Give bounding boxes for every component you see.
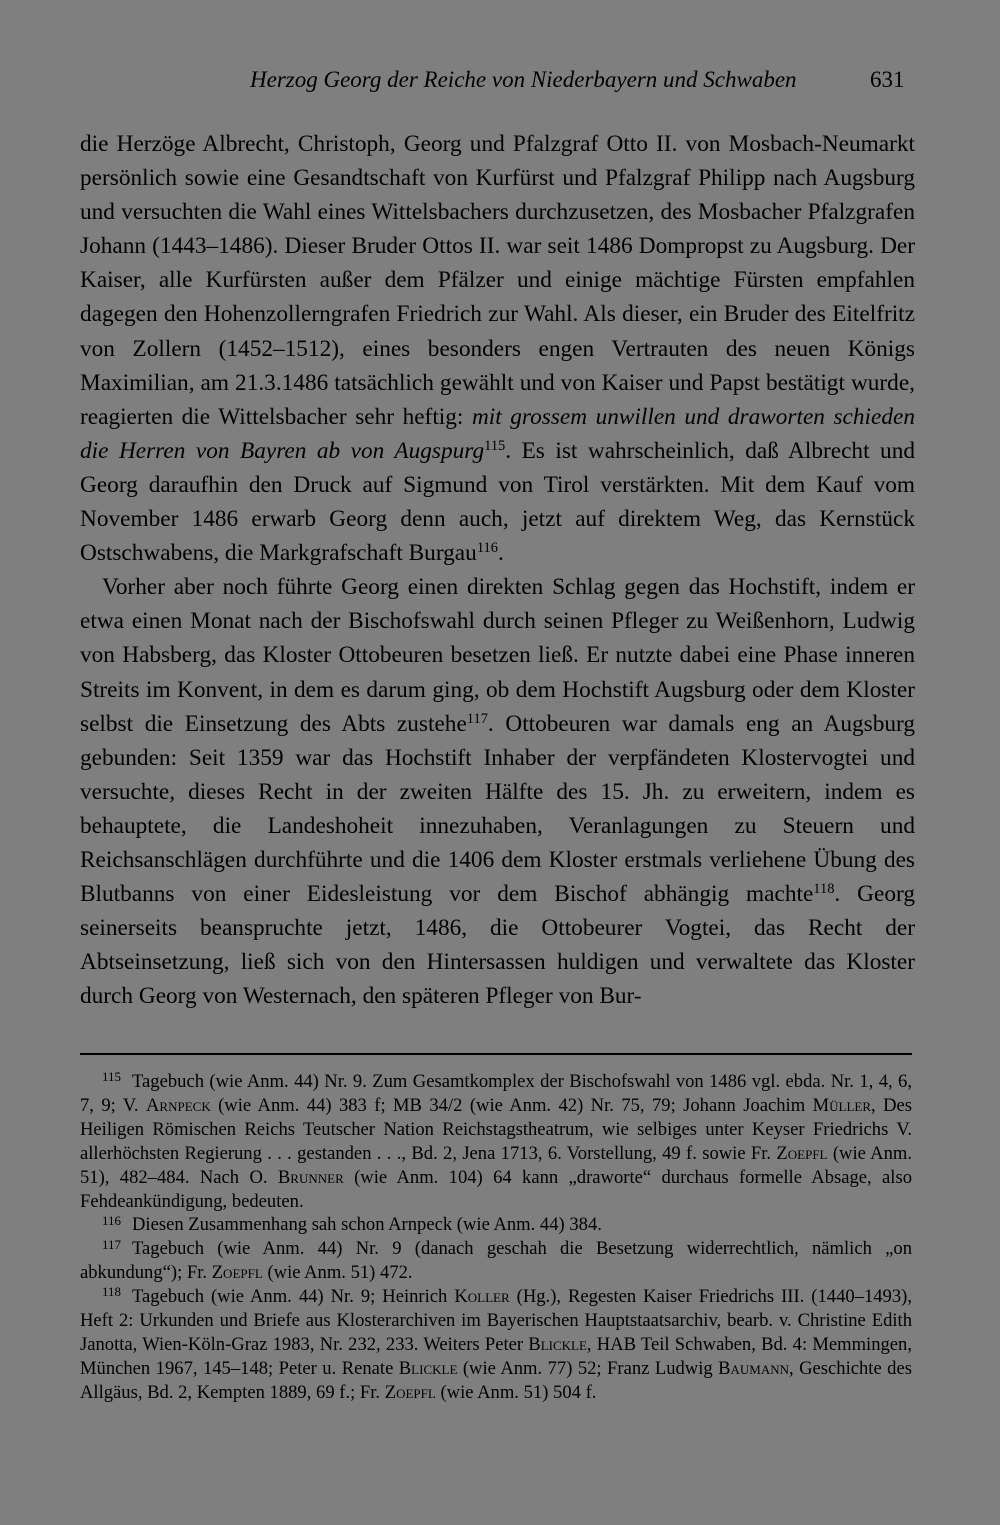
footnote-ref-118[interactable]: 118 [813,881,835,898]
footnote-text: , Des Heiligen Römischen Reichs Teutscher Nation Reichstagstheatrum, wie selbiges unter Keyser Friedrichs V. allerhöchsten Regierung . . . gestanden . . ., Bd. 2, Jena 1713, 6. Vorstellung, 49 f. sowie Fr. [80,1094,913,1164]
running-title: Herzog Georg der Reiche von Niederbayern und Schwaben [250,67,797,92]
author-name: Koller [454,1286,510,1308]
paragraph-1-text-b: . Es ist wahrscheinlich, daß Albrecht und Georg daraufhin den Druck auf Sigmund von Tirol verstärkten. Mit dem Kauf vom November 1486 erwarb Georg denn auch, jetzt auf direktem Weg, das Kernstück Ostschwabens, die Markgrafschaft Burgau [80,437,915,567]
running-head [0,64,1000,100]
author-name: Zoepfl [384,1381,436,1403]
main-text [80,127,915,1013]
footnote-text: (wie Anm. 51) 472. [262,1262,413,1284]
paragraph-1-text-a: die Herzöge Albrecht, Christoph, Georg und Pfalzgraf Otto II. von Mosbach-Neumarkt persönlich sowie eine Gesandtschaft von Kurfürst und Pfalzgraf Philipp nach Augsburg und versuchten die Wahl eines Wittelsbachers durchzusetzen, des Mosbacher Pfalzgrafen Johann (1443–1486). Dieser Bruder Ottos II. war seit 1486 Dompropst zu Augsburg. Der Kaiser, alle Kurfürsten außer dem Pfälzer und einige mächtige Fürsten empfahlen dagegen den Hohenzollerngrafen Friedrich zur Wahl. Als dieser, ein Bruder des Eitelfritz von Zollern (1452–1512), eines besonders engen Vertrauten des neuen Königs Maximilian, am 21.3.1486 tatsächlich gewählt und von Kaiser und Papst bestätigt wurde, reagierten die Wittelsbacher sehr heftig: [80,131,915,430]
author-name: Blickle [528,1333,587,1355]
footnote-text: Tagebuch (wie Anm. 44) Nr. 9 (danach geschah die Besetzung widerrechtlich, nämlich „on abkundung“); Fr. [80,1238,912,1284]
footnote-text: (wie Anm. 77) 52; Franz Ludwig [457,1357,719,1379]
footnote-text: Tagebuch (wie Anm. 44) Nr. 9. Zum Gesamtkomplex der Bischofswahl von 1486 vgl. ebda. Nr. 1, 4, 6, 7, 9; V. [80,1071,912,1116]
author-name: Baumann [718,1357,790,1379]
footnote-ref-115[interactable]: 115 [484,437,506,454]
footnote-ref-116[interactable]: 116 [476,540,498,557]
author-name: Brunner [277,1166,344,1188]
paragraph-1-text-c: . [497,540,504,567]
footnote-115: 115 Tagebuch (wie Anm. 44) Nr. 9. Zum Gesamtkomplex der Bischofswahl von 1486 vgl. ebda. Nr. 1, 4, 6, 7, 9; V. Arnpeck (wie Anm. 44) 383 f; MB 34/2 (wie Anm. 42) Nr. 75, 79; Johann Joachim Müller, Des Heiligen Römischen Reichs Teutscher Nation Reichstagstheatrum, wie selbiges unter Keyser Friedrichs V. allerhöchsten Regierung . . . gestanden . . ., Bd. 2, Jena 1713, 6. Vorstellung, 49 f. sowie Fr. Zoepfl (wie Anm. 51), 482–484. Nach O. Brunner (wie Anm. 104) 64 kann „draworte“ durchaus formelle Absage, also Fehdeankündigung, bedeuten. [80,1069,913,1212]
footnote-text: (wie Anm. 104) 64 kann „draworte“ durchaus formelle Absage, also Fehdeankündigung, bedeuten. [80,1166,912,1212]
paragraph-1 [80,127,915,570]
author-name: Zoepfl [211,1262,263,1284]
footnote-text: Diesen Zusammenhang sah schon Arnpeck (wie Anm. 44) 384. [132,1214,602,1236]
footnote-117: 117 Tagebuch (wie Anm. 44) Nr. 9 (danach geschah die Besetzung widerrechtlich, nämlich „on abkundung“); Fr. Zoepfl (wie Anm. 51) 472. [80,1236,912,1284]
page-number: 631 [870,67,905,92]
footnote-text: Tagebuch (wie Anm. 44) Nr. 9; Heinrich [132,1286,455,1308]
author-name: Müller [812,1094,872,1116]
paragraph-2-text-a: Vorher aber noch führte Georg einen direkten Schlag gegen das Hochstift, indem er etwa einen Monat nach der Bischofswahl durch seinen Pfleger zu Weißenhorn, Ludwig von Habsberg, das Kloster Ottobeuren besetzen ließ. Er nutzte dabei eine Phase inneren Streits im Konvent, in dem es darum ging, ob dem Hochstift Augsburg oder dem Kloster selbst die Einsetzung des Abts zustehe [80,574,915,737]
footnote-text: , Geschichte des Allgäus, Bd. 2, Kempten 1889, 69 f.; Fr. [80,1357,912,1403]
paragraph-2 [80,570,915,1013]
footnote-text: (Hg.), Regesten Kaiser Friedrichs III. (1440–1493), Heft 2: Urkunden und Briefe aus Klosterarchiven im Bayerischen Hauptstaatsarchiv, bearb. v. Christine Edith Janotta, Wien-Köln-Graz 1983, Nr. 232, 233. Weiters Peter [80,1286,912,1355]
footnote-text: (wie Anm. 44) 383 f; MB 34/2 (wie Anm. 42) Nr. 75, 79; Johann Joachim [210,1094,813,1116]
footnote-ref-117[interactable]: 117 [466,710,488,727]
footnote-text: , HAB Teil Schwaben, Bd. 4: Memmingen, München 1967, 145–148; Peter u. Renate [80,1333,912,1379]
quotation: mit grossem unwillen und draworten schieden die Herren von Bayren ab von Augspurg [80,403,915,464]
paragraph-2-text-b: . Ottobeuren war damals eng an Augsburg gebunden: Seit 1359 war das Hochstift Inhaber der verpfändeten Klostervogtei und versuchte, dieses Recht in der zweiten Hälfte des 15. Jh. zu erweitern, indem es behauptete, die Landeshoheit innezuhaben, Veranlagungen zu Steuern und Reichsanschlägen durchführte und die 1406 dem Kloster erstmals verliehene Übung des Blutbanns von einer Eidesleistung vor dem Bischof abhängig machte [80,710,915,908]
paragraph-2-text-c: . Georg seinerseits beanspruchte jetzt, 1486, die Ottobeurer Vogtei, das Recht der Abtseinsetzung, ließ sich von den Hintersassen huldigen und verwaltete das Kloster durch Georg von Westernach, den späteren Pfleger von Bur- [80,881,915,1010]
author-name: Arnpeck [145,1094,211,1116]
footnote-text: (wie Anm. 51) 504 f. [435,1381,597,1403]
footnote-118: 118 Tagebuch (wie Anm. 44) Nr. 9; Heinrich Koller (Hg.), Regesten Kaiser Friedrichs III. (1440–1493), Heft 2: Urkunden und Briefe aus Klosterarchiven im Bayerischen Hauptstaatsarchiv, bearb. v. Christine Edith Janotta, Wien-Köln-Graz 1983, Nr. 232, 233. Weiters Peter Blickle, HAB Teil Schwaben, Bd. 4: Memmingen, München 1967, 145–148; Peter u. Renate Blickle (wie Anm. 77) 52; Franz Ludwig Baumann, Geschichte des Allgäus, Bd. 2, Kempten 1889, 69 f.; Fr. Zoepfl (wie Anm. 51) 504 f. [80,1284,912,1403]
footnote-116: 116 Diesen Zusammenhang sah schon Arnpeck (wie Anm. 44) 384. [102,1212,602,1236]
footnote-divider [80,1053,912,1055]
author-name: Zoepfl [776,1142,828,1164]
footnotes [80,1070,912,1405]
footnote-text: (wie Anm. 51), 482–484. Nach O. [80,1142,912,1188]
author-name: Blickle [398,1357,458,1379]
